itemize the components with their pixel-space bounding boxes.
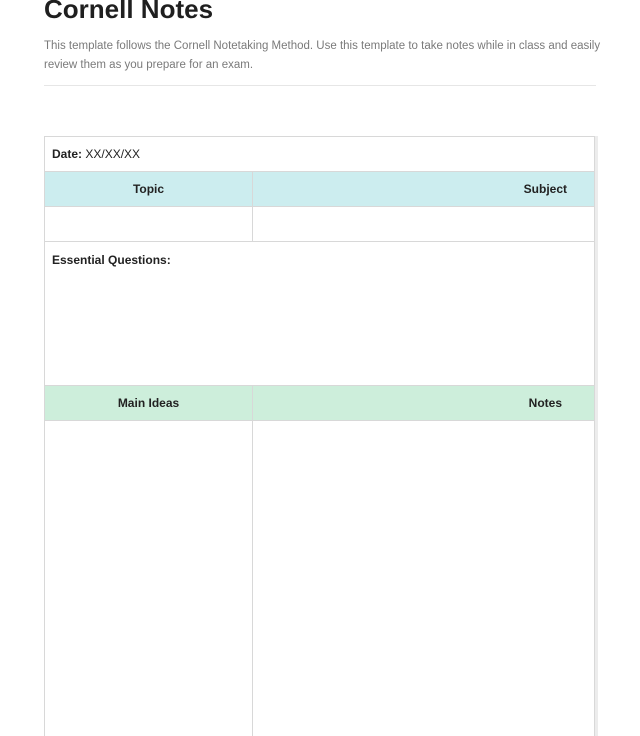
notes-header: Notes (253, 386, 595, 421)
main-ideas-notes-row (45, 421, 595, 736)
main-ideas-notes-header-row (45, 386, 595, 421)
cornell-notes-table (44, 136, 595, 736)
date-row (45, 137, 595, 172)
cornell-notes-table-container[interactable] (44, 136, 598, 736)
essential-questions-label: Essential Questions: (52, 253, 171, 267)
date-value: XX/XX/XX (85, 147, 140, 161)
date-cell[interactable] (45, 137, 595, 172)
notes-cell[interactable] (253, 421, 595, 736)
topic-cell[interactable] (45, 207, 253, 242)
page-description: This template follows the Cornell Notetaking Method. Use this template to take notes while in class and easily review them as you prepare for an exam. (44, 37, 604, 75)
essential-questions-cell[interactable] (45, 242, 595, 386)
main-ideas-cell[interactable] (45, 421, 253, 736)
subject-header: Subject (253, 172, 595, 207)
topic-subject-header-row (45, 172, 595, 207)
date-label: Date: (52, 147, 82, 161)
subject-cell[interactable] (253, 207, 595, 242)
essential-questions-row (45, 242, 595, 386)
topic-header: Topic (45, 172, 253, 207)
main-ideas-header: Main Ideas (45, 386, 253, 421)
page-title: Cornell Notes (44, 0, 213, 25)
topic-subject-row (45, 207, 595, 242)
divider (44, 85, 596, 86)
